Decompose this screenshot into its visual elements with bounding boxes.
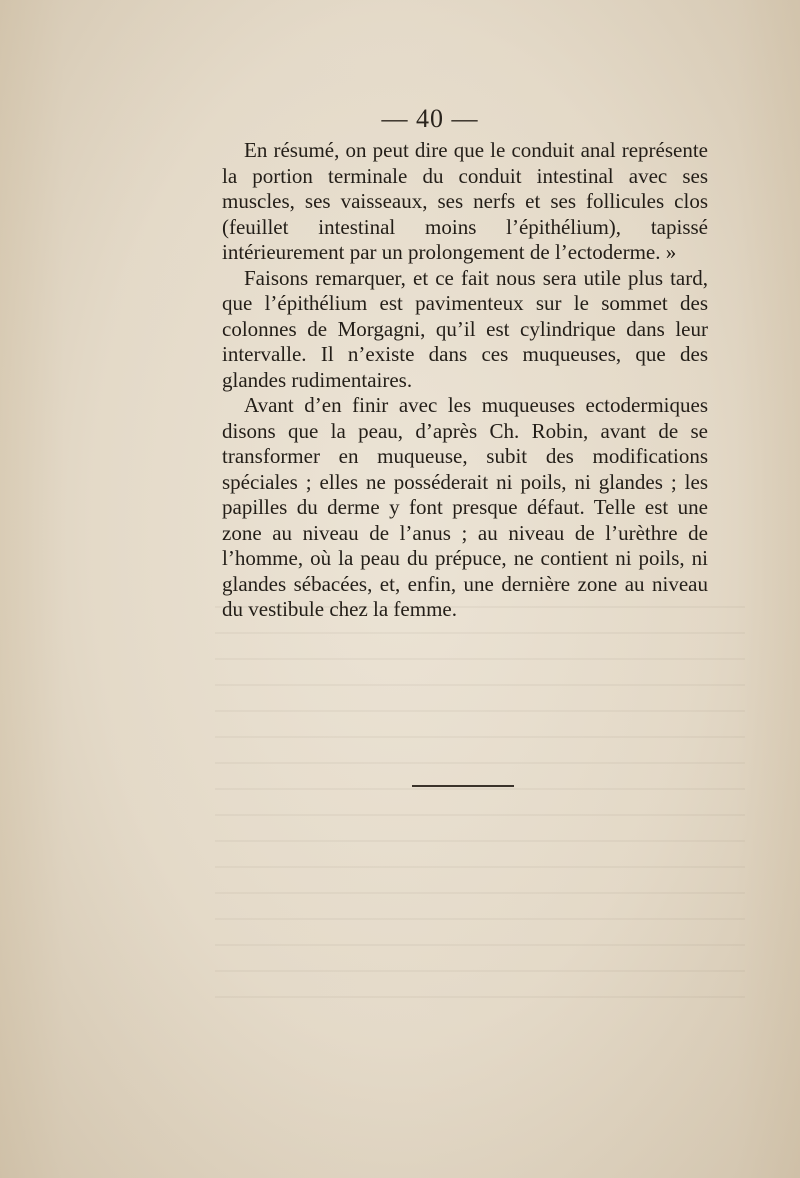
paragraph-3: Avant d’en finir avec les muqueuses ectodermiques disons que la peau, d’après Ch. Robin, avant de se transformer en muqueuse, subit des modifications spéciales ; elles ne posséderait ni poils, ni glandes ; les papilles du derme y font presque défaut. Telle est une zone au niveau de l’anus ; au niveau de l’urèthre de l’homme, où la peau du prépuce, ne contient ni poils, ni glandes sébacées, et, enfin, une dernière zone au niveau du vestibule chez la femme. [222,393,708,621]
section-end-rule [412,785,514,787]
paragraph-1: En résumé, on peut dire que le conduit anal représente la portion terminale du conduit intestinal avec ses muscles, ses vaisseaux, ses nerfs et ses follicules clos (feuillet intestinal moins l’épithélium), tapissé intérieurement par un prolongement de l’ectoderme. » [222,138,708,264]
body-text [222,138,708,623]
paragraph-2: Faisons remarquer, et ce fait nous sera utile plus tard, que l’épithélium est pavimenteux sur le sommet des colonnes de Morgagni, qu’il est cylindrique dans leur intervalle. Il n’existe dans ces muqueuses, que des glandes rudimentaires. [222,265,708,392]
show-through-texture [215,590,745,1010]
page-number: — 40 — [381,104,479,133]
